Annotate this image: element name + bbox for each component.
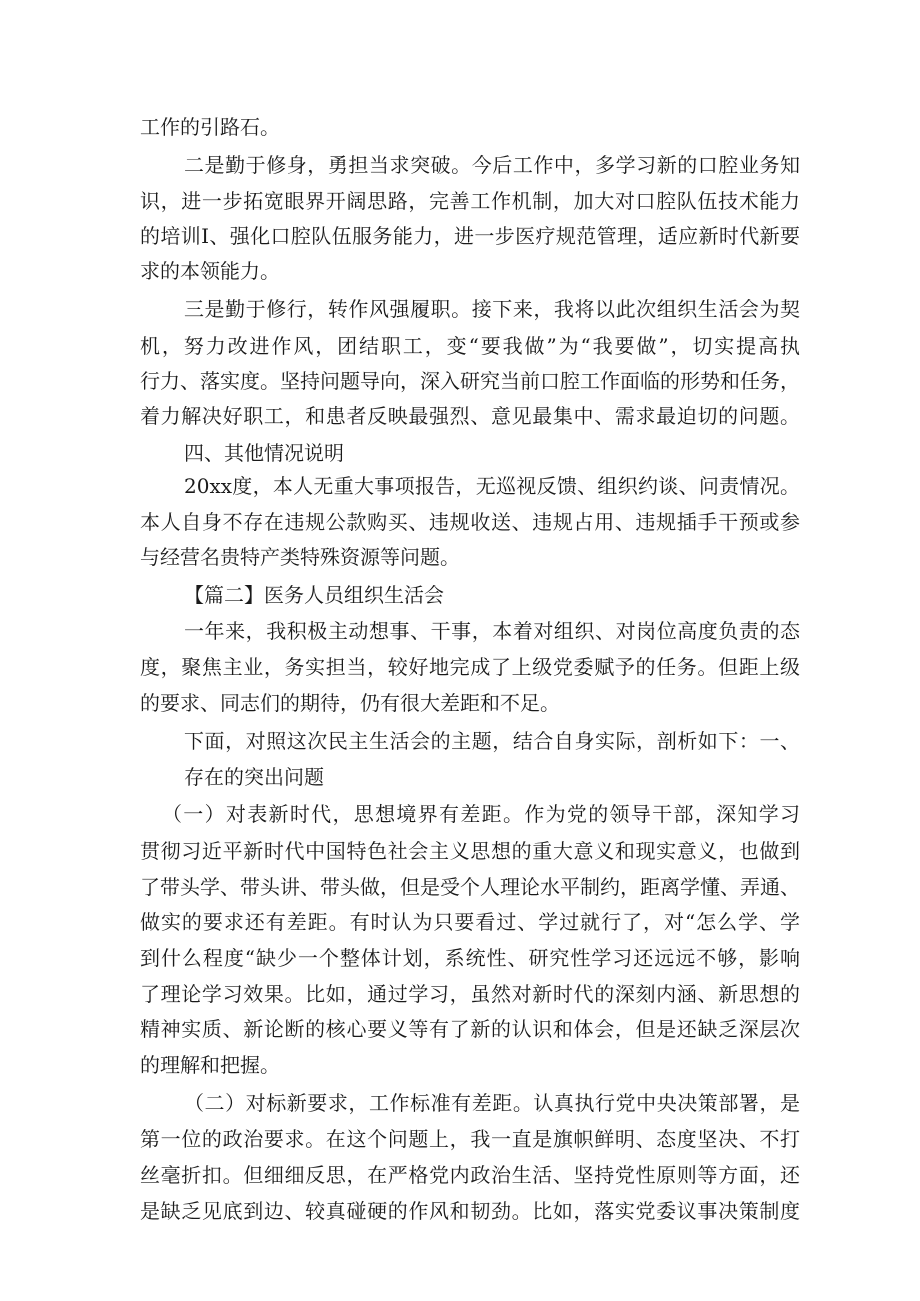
text-line: 做实的要求还有差距。有时认为只要看过、学过就行了，对“怎么学、学	[140, 910, 800, 934]
text-line: （二）对标新要求，工作标准有差距。认真执行党中央决策部署，是	[184, 1091, 800, 1115]
text-line: 本人自身不存在违规公款购买、违规收送、违规占用、违规插手干预或参	[140, 510, 800, 534]
text-line: 下面，对照这次民主生活会的主题，结合自身实际，剖析如下：一、	[184, 729, 800, 753]
text-line: 的培训Ⅰ、强化口腔队伍服务能力，进一步医疗规范管理，适应新时代新要	[140, 224, 800, 248]
text-line: 着力解决好职工，和患者反映最强烈、意见最集中、需求最迫切的问题。	[140, 404, 800, 428]
text-line: 的要求、同志们的期待，仍有很大差距和不足。	[140, 691, 560, 715]
text-line: 的理解和把握。	[140, 1053, 280, 1077]
text-line: 丝毫折扣。但细细反思，在严格党内政治生活、坚持党性原则等方面，还	[140, 1163, 800, 1187]
text-line: 了理论学习效果。比如，通过学习，虽然对新时代的深刻内涵、新思想的	[140, 982, 800, 1006]
text-line: 度，聚焦主业，务实担当，较好地完成了上级党委赋予的任务。但距上级	[140, 655, 800, 679]
text-line: 求的本领能力。	[140, 259, 280, 283]
text-line: 行力、落实度。坚持问题导向，深入研究当前口腔工作面临的形势和任务，	[140, 369, 800, 393]
text-line: 识，进一步拓宽眼界开阔思路，完善工作机制，加大对口腔队伍技术能力	[140, 189, 800, 213]
text-line: 二是勤于修身，勇担当求突破。今后工作中，多学习新的口腔业务知	[184, 153, 800, 177]
text-line: 到什么程度“缺少一个整体计划，系统性、研究性学习还远远不够，影响	[140, 946, 800, 970]
text-line: 第一位的政治要求。在这个问题上，我一直是旗帜鲜明、态度坚决、不打	[140, 1127, 800, 1151]
text-line: 精神实质、新论断的核心要义等有了新的认识和体会，但是还缺乏深层次	[140, 1017, 800, 1041]
text-line: 【篇二】医务人员组织生活会	[184, 583, 444, 607]
text-line: （一）对表新时代，思想境界有差距。作为党的领导干部，深知学习	[162, 802, 800, 826]
text-line: 机，努力改进作风，团结职工，变“要我做”为“我要做”，切实提高执	[140, 334, 800, 358]
text-line: 三是勤于修行，转作风强履职。接下来，我将以此次组织生活会为契	[184, 297, 800, 321]
text-line: 与经营名贵特产类特殊资源等问题。	[140, 545, 460, 569]
text-line: 是缺乏见底到边、较真碰硬的作风和韧劲。比如，落实党委议事决策制度	[140, 1199, 800, 1223]
text-line: 四、其他情况说明	[184, 441, 344, 465]
text-line: 一年来，我积极主动想事、干事，本着对组织、对岗位高度负责的态	[184, 619, 800, 643]
text-line: 贯彻习近平新时代中国特色社会主义思想的重大意义和现实意义，也做到	[140, 839, 800, 863]
text-line: 20xx度，本人无重大事项报告，无巡视反馈、组织约谈、问责情况。	[184, 474, 800, 498]
text-line: 了带头学、带头讲、带头做，但是受个人理论水平制约，距离学懂、弄通、	[140, 875, 800, 899]
text-line: 存在的突出问题	[184, 765, 324, 789]
text-line: 工作的引路石。	[140, 115, 280, 139]
